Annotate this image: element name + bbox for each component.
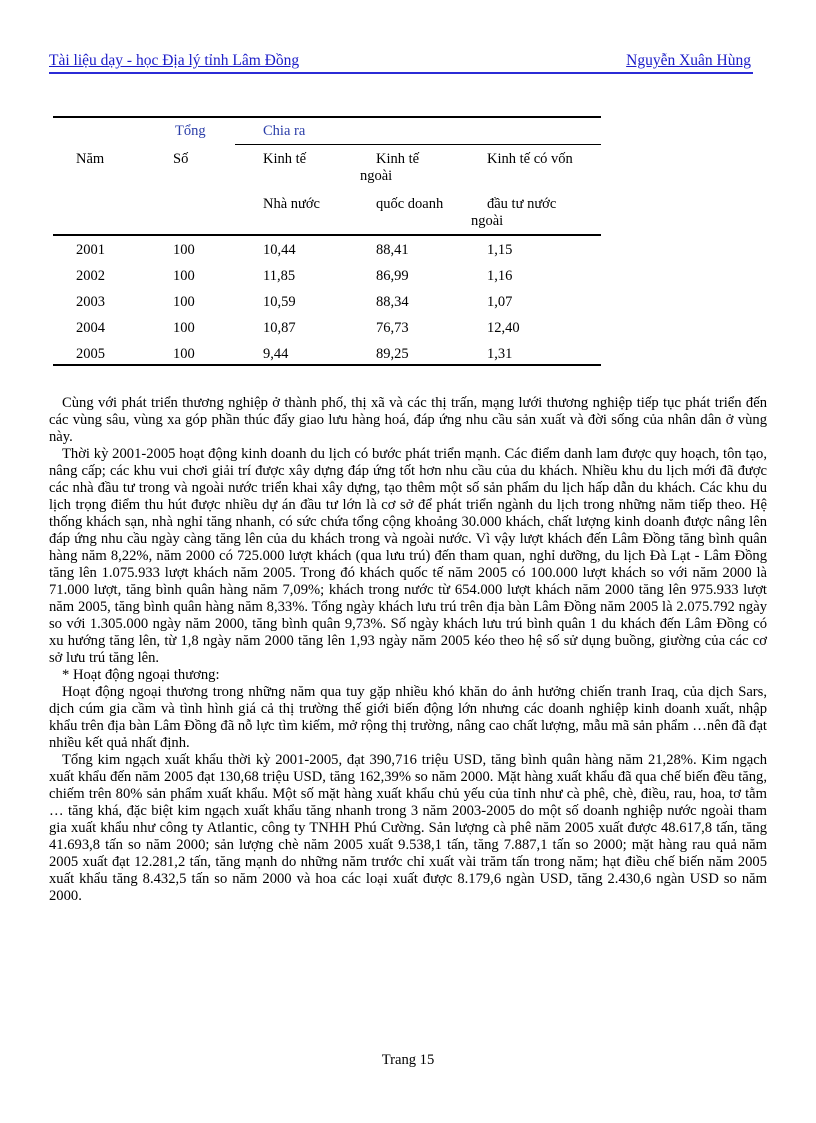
table-cell: 88,41 (376, 242, 409, 258)
table-cell: 100 (173, 294, 195, 310)
body-text (49, 395, 767, 905)
col-header-kt-ngoai-qd-line1: Kinh tế (376, 151, 420, 167)
table-cell: 100 (173, 320, 195, 336)
table-cell: 100 (173, 268, 195, 284)
page-number: Trang 15 (381, 1052, 435, 1068)
table-cell: 1,15 (487, 242, 513, 258)
chia-ra-rule (235, 144, 601, 145)
table-cell: 2001 (76, 242, 105, 258)
col-header-tong: Tổng (175, 123, 206, 139)
table-cell: 12,40 (487, 320, 520, 336)
table-cell: 11,85 (263, 268, 296, 284)
table-cell: 76,73 (376, 320, 409, 336)
header-document-title[interactable]: Tài liệu dạy - học Địa lý tỉnh Lâm Đồng (49, 52, 300, 69)
table-cell: 2003 (76, 294, 105, 310)
col-header-kt-ngoai-qd-line3: quốc doanh (376, 196, 444, 212)
col-header-nam: Năm (76, 151, 105, 167)
table-cell: 2005 (76, 346, 105, 362)
table-cell: 100 (173, 242, 195, 258)
data-table (53, 116, 601, 366)
table-cell: 89,25 (376, 346, 409, 362)
table-top-rule (53, 116, 601, 118)
table-cell: 10,44 (263, 242, 296, 258)
table-cell: 88,34 (376, 294, 409, 310)
table-cell: 2002 (76, 268, 105, 284)
table-cell: 86,99 (376, 268, 409, 284)
table-cell: 9,44 (263, 346, 289, 362)
col-header-kt-ngoai-qd-line2: ngoài (360, 168, 393, 184)
table-cell: 10,59 (263, 294, 296, 310)
page-header (49, 52, 753, 74)
table-bottom-rule (53, 364, 601, 366)
table-cell: 10,87 (263, 320, 296, 336)
paragraph-exports: Tổng kim ngạch xuất khẩu thời kỳ 2001-2005, đạt 390,716 triệu USD, tăng bình quân hàng năm 21,28%. Kim ngạch xuất khẩu đến năm 2005 đạt 130,68 triệu USD, tăng 162,39% so năm 2000. Mặt hàng xuất khẩu đã qua chế biến đều tăng, chiếm trên 80% sản phẩm xuất khẩu. Một số mặt hàng xuất khẩu chủ yếu của tỉnh như cà phê, chè, điều, rau, hoa, tơ tằm … tăng khá, đặc biệt kim ngạch xuất khẩu tăng nhanh trong 3 năm 2003-2005 do một số doanh nghiệp nước ngoài tham gia xuất khẩu như công ty Atlantic, công ty TNHH Phú Cường. Sản lượng cà phê năm 2005 xuất được 48.617,8 tấn, tăng 41.693,8 tấn so năm 2000; sản lượng chè năm 2005 xuất 9.538,1 tấn, tăng 7.887,1 tấn so 2000; mặt hàng rau quả năm 2005 xuất đạt 12.281,2 tấn, tăng mạnh do những năm trước chỉ xuất vài trăm tấn trong năm; hạt điều chế biến năm 2005 xuất khẩu tăng 8.432,5 tấn so năm 2000 và hoa các loại xuất được 8.179,6 ngàn USD, tăng 2.430,6 ngàn USD so năm 2000. (49, 752, 767, 904)
col-header-kt-fdi-line1: Kinh tế có vốn (487, 151, 573, 167)
table-cell: 1,16 (487, 268, 513, 284)
col-header-chia-ra: Chia ra (263, 123, 306, 139)
col-header-kt-nha-nuoc-line2: Nhà nước (263, 196, 320, 212)
paragraph-commerce: Cùng với phát triển thương nghiệp ở thành phố, thị xã và các thị trấn, mạng lưới thương nghiệp tiếp tục phát triển đến các vùng sâu, vùng xa góp phần thúc đẩy giao lưu hàng hoá, đáp ứng nhu cầu sản xuất và đời sống của nhân dân ở vùng này. (49, 395, 767, 445)
col-header-kt-nha-nuoc-line1: Kinh tế (263, 151, 307, 167)
table-header-rule (53, 234, 601, 236)
col-header-so: Số (173, 151, 189, 167)
paragraph-foreign-trade: Hoạt động ngoại thương trong những năm qua tuy gặp nhiều khó khăn do ảnh hưởng chiến tranh Iraq, của dịch Sars, dịch cúm gia cầm và tình hình giá cả thị trường thế giới biến động lớn nhưng các doanh nghiệp kinh doanh xuất, nhập khẩu trên địa bàn Lâm Đồng đã nỗ lực tìm kiếm, mở rộng thị trường, nâng cao chất lượng, mẫu mã sản phẩm …nên đã đạt nhiều kết quả nhất định. (49, 684, 767, 751)
table-cell: 1,31 (487, 346, 513, 362)
header-author[interactable]: Nguyễn Xuân Hùng (626, 52, 751, 69)
paragraph-tourism: Thời kỳ 2001-2005 hoạt động kinh doanh du lịch có bước phát triển mạnh. Các điểm danh lam được quy hoạch, tôn tạo, nâng cấp; các khu vui chơi giải trí được xây dựng đáp ứng tốt hơn nhu cầu của du khách. Nhiều khu du lịch mới đã được các nhà đầu tư trong và ngoài nước triển khai xây dựng, tạo thêm một số sản phẩm du lịch hấp dẫn du khách. Các khu du lịch trọng điểm thu hút được nhiều dự án đầu tư lớn là cơ sở để phát triển ngành du lịch trong những năm tiếp theo. Hệ thống khách sạn, nhà nghỉ tăng nhanh, có sức chứa tổng cộng khoảng 30.000 khách, chất lượng kinh doanh được nâng lên đáp ứng nhu cầu ngày càng tăng lên của du khách trong và ngoài nước. Vì vậy lượt khách đến Lâm Đồng tăng bình quân hàng năm 8,22%, năm 2000 có 725.000 lượt khách (qua lưu trú) đến tham quan, nghỉ dưỡng, du lịch Đà Lạt - Lâm Đồng tăng lên 1.075.933 lượt khách năm 2005. Trong đó khách quốc tế năm 2005 có 100.000 lượt khách so với năm 2000 là 71.000 lượt, tăng bình quân hàng năm 7,09%; khách trong nước từ 654.000 lượt khách năm 2000 tăng lên 975.933 lượt năm 2005, tăng bình quân hàng năm 8,33%. Tổng ngày khách lưu trú trên địa bàn Lâm Đồng năm 2005 là 2.075.792 ngày so với 1.305.000 ngày năm 2000, tăng bình quân 9,73%. Số ngày khách lưu trú bình quân 1 du khách đến Lâm Đồng có xu hướng tăng lên, từ 1,8 ngày năm 2000 tăng lên 1,93 ngày năm 2005 kéo theo hệ số sử dụng buồng, giường của các cơ sở lưu trú tăng lên. (49, 446, 767, 666)
table-cell: 1,07 (487, 294, 513, 310)
col-header-kt-fdi-line3: ngoài (471, 213, 504, 229)
table-cell: 100 (173, 346, 195, 362)
table-cell: 2004 (76, 320, 105, 336)
col-header-kt-fdi-line2: đầu tư nước (487, 196, 557, 212)
section-heading-foreign-trade: * Hoạt động ngoại thương: (62, 667, 220, 683)
